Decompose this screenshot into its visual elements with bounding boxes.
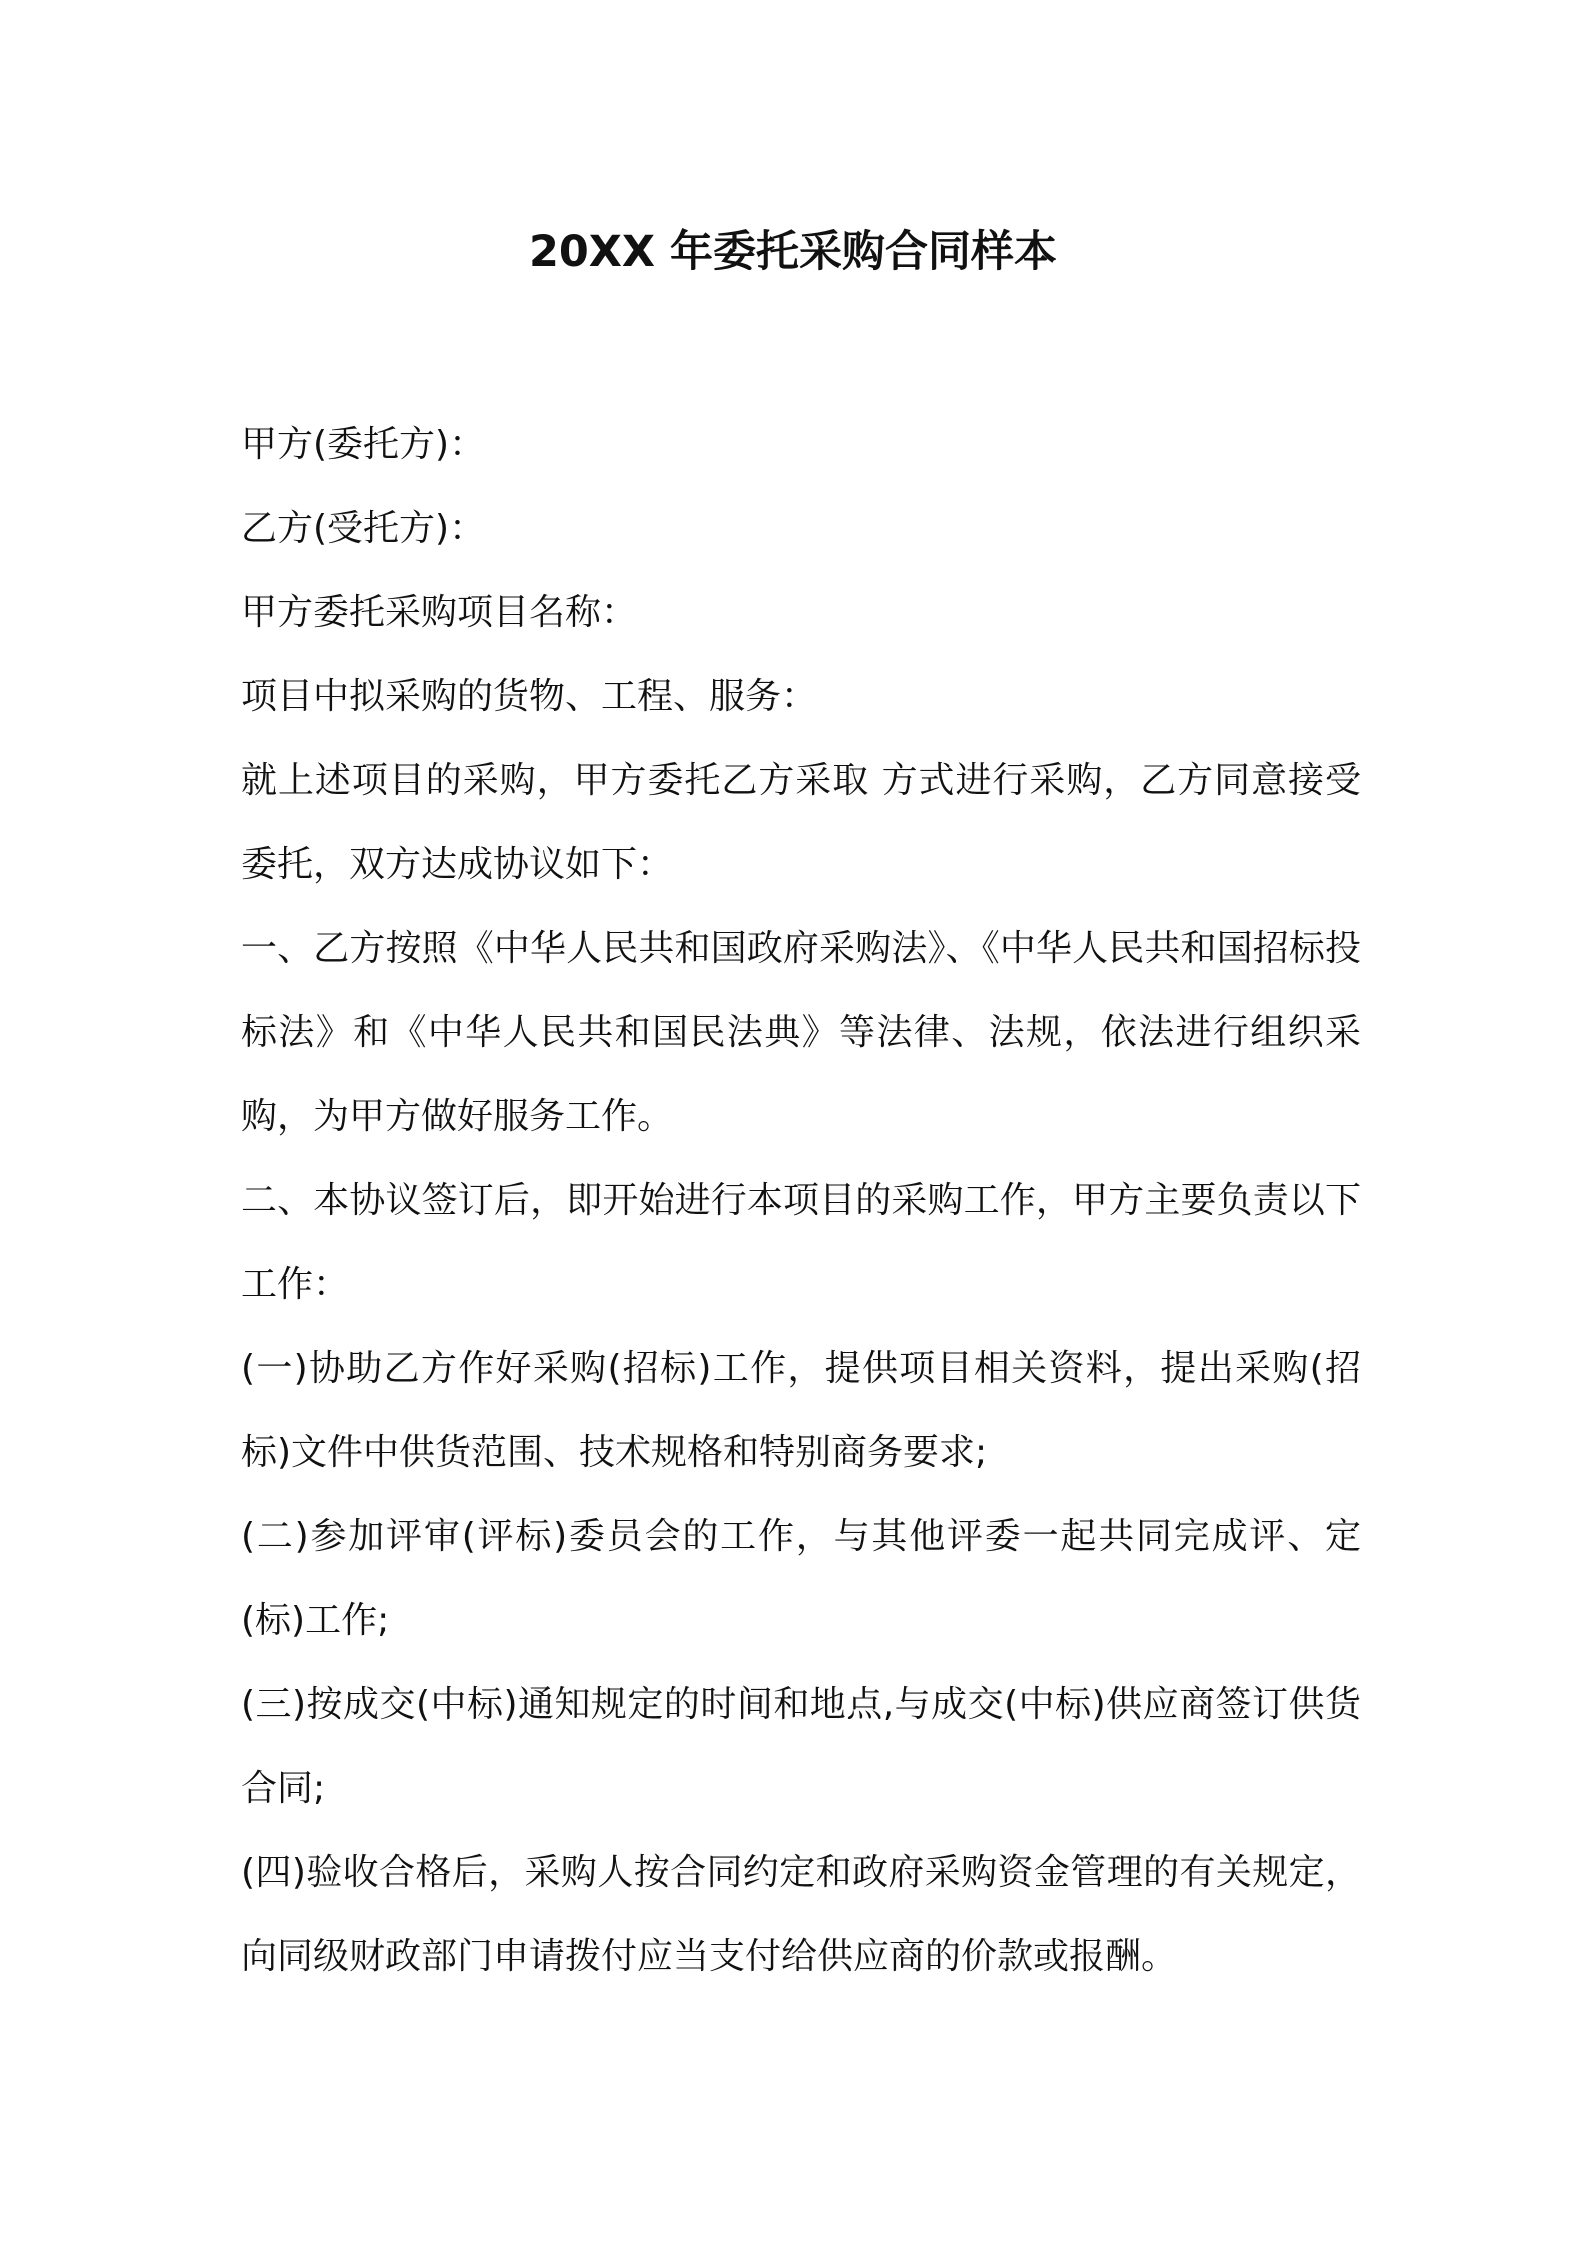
clause-two-item-1: (一)协助乙方作好采购(招标)工作，提供项目相关资料，提出采购(招标)文件中供货范围、技术规格和特别商务要求;: [241, 1348, 1361, 1473]
clause-two-item-3: (三)按成交(中标)通知规定的时间和地点,与成交(中标)供应商签订供货合同;: [241, 1684, 1361, 1809]
clause-two-item-2: (二)参加评审(评标)委员会的工作，与其他评委一起共同完成评、定(标)工作;: [241, 1516, 1361, 1641]
document-title: 20XX 年委托采购合同样本: [528, 227, 1058, 277]
party-a-line: 甲方(委托方)：: [241, 424, 486, 465]
clause-two-item-4: (四)验收合格后，采购人按合同约定和政府采购资金管理的有关规定，向同级财政部门申请拨付应当支付给供应商的价款或报酬。: [241, 1852, 1361, 1977]
clause-one-paragraph: 一、乙方按照《中华人民共和国政府采购法》、《中华人民共和国招标投标法》和《中华人民共和国民法典》等法律、法规，依法进行组织采购，为甲方做好服务工作。: [241, 928, 1361, 1137]
party-b-line: 乙方(受托方)：: [241, 508, 486, 549]
clause-two-paragraph: 二、本协议签订后，即开始进行本项目的采购工作，甲方主要负责以下工作：: [241, 1180, 1361, 1305]
document-body: [241, 403, 1361, 1999]
procurement-items-line: 项目中拟采购的货物、工程、服务：: [241, 676, 818, 717]
agreement-intro-paragraph: 就上述项目的采购，甲方委托乙方采取 方式进行采购，乙方同意接受委托，双方达成协议如下：: [241, 760, 1361, 885]
project-name-line: 甲方委托采购项目名称：: [241, 592, 638, 633]
